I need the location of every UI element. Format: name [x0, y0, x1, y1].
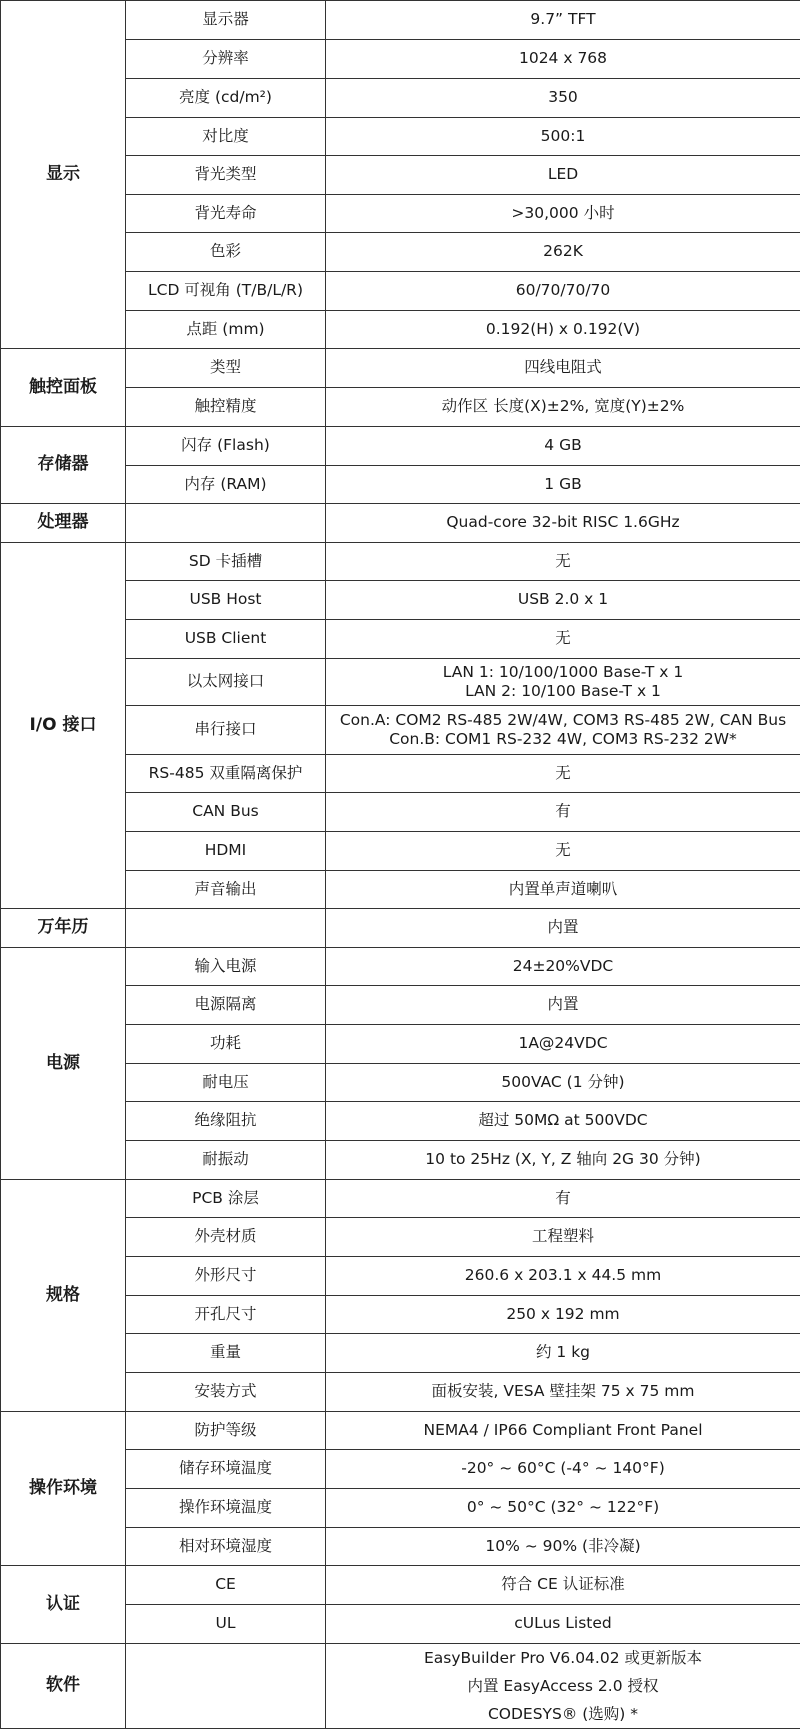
spec-value: 500:1: [330, 127, 796, 146]
spec-label-cell: [126, 349, 326, 388]
spec-value: 0.192(H) x 0.192(V): [330, 320, 796, 339]
spec-value-cell: [326, 349, 800, 388]
spec-label-cell: [126, 1450, 326, 1489]
spec-value: 内置: [330, 918, 796, 937]
spec-label-cell: [126, 40, 326, 79]
spec-label: 背光寿命: [194, 204, 256, 223]
spec-value: cULus Listed: [330, 1614, 796, 1633]
spec-label: 以太网接口: [187, 672, 265, 691]
category-cell: [1, 504, 126, 543]
spec-value: LAN 1: 10/100/1000 Base-T x 1: [330, 663, 796, 682]
spec-value-cell: [326, 156, 800, 195]
spec-label: 操作环境温度: [179, 1498, 272, 1517]
spec-value: Quad-core 32-bit RISC 1.6GHz: [330, 513, 796, 532]
spec-value: 0° ~ 50°C (32° ~ 122°F): [330, 1498, 796, 1517]
spec-value: 内置: [330, 995, 796, 1014]
spec-value: 动作区 长度(X)±2%, 宽度(Y)±2%: [330, 397, 796, 416]
spec-label-cell: [126, 1566, 326, 1605]
spec-value-cell: [326, 79, 800, 118]
spec-value-cell: [326, 1102, 800, 1141]
spec-value-cell: [326, 1489, 800, 1528]
spec-value: 350: [330, 88, 796, 107]
spec-value: USB 2.0 x 1: [330, 590, 796, 609]
spec-label-cell: [126, 871, 326, 909]
spec-row: [1, 1566, 800, 1605]
spec-label: SD 卡插槽: [189, 552, 262, 571]
spec-table-body: [1, 1, 800, 1729]
spec-value-cell: [326, 1141, 800, 1180]
spec-value-cell: [326, 755, 800, 793]
category-cell: [1, 427, 126, 504]
spec-label-cell: [126, 620, 326, 659]
category-label: 存储器: [38, 454, 89, 475]
spec-label-cell: [126, 1489, 326, 1528]
spec-label: 对比度: [202, 127, 249, 146]
spec-label: 色彩: [210, 242, 241, 261]
spec-value: 9.7” TFT: [330, 10, 796, 29]
spec-value-cell: [326, 1373, 800, 1412]
spec-row: [1, 504, 800, 543]
spec-label-cell: [126, 1180, 326, 1218]
category-label: 软件: [46, 1675, 80, 1696]
spec-label-cell: [126, 706, 326, 755]
spec-label: 储存环境温度: [179, 1459, 272, 1478]
spec-label-cell: [126, 1257, 326, 1296]
spec-label-cell: [126, 272, 326, 311]
category-label: 规格: [46, 1285, 80, 1306]
spec-value-cell: [326, 1605, 800, 1644]
spec-label: 绝缘阻抗: [194, 1111, 256, 1130]
category-label: I/O 接口: [30, 715, 97, 736]
spec-label: 内存 (RAM): [184, 475, 266, 494]
spec-value: 1024 x 768: [330, 49, 796, 68]
spec-row: [1, 1412, 800, 1450]
spec-label-cell: [126, 1025, 326, 1064]
spec-label: 外形尺寸: [194, 1266, 256, 1285]
spec-label: 串行接口: [194, 720, 256, 739]
spec-value: 超过 50MΩ at 500VDC: [330, 1111, 796, 1130]
spec-value-cell: [326, 233, 800, 272]
spec-label-cell: [126, 1644, 326, 1729]
spec-label-cell: [126, 543, 326, 581]
spec-label-cell: [126, 755, 326, 793]
spec-label-cell: [126, 427, 326, 466]
spec-label-cell: [126, 1064, 326, 1102]
spec-value-cell: [326, 1218, 800, 1257]
spec-label: RS-485 双重隔离保护: [149, 764, 303, 783]
spec-value: 无: [330, 552, 796, 571]
spec-value: 面板安装, VESA 壁挂架 75 x 75 mm: [330, 1382, 796, 1401]
spec-value-cell: [326, 272, 800, 311]
spec-value: 10 to 25Hz (X, Y, Z 轴向 2G 30 分钟): [330, 1150, 796, 1169]
spec-row: [1, 427, 800, 466]
spec-value-cell: [326, 871, 800, 909]
spec-label-cell: [126, 504, 326, 543]
category-cell: [1, 543, 126, 909]
spec-value-cell: [326, 504, 800, 543]
spec-label-cell: [126, 1373, 326, 1412]
spec-value-cell: [326, 986, 800, 1025]
spec-value-cell: [326, 1025, 800, 1064]
spec-value-cell: [326, 793, 800, 832]
spec-value-cell: [326, 1257, 800, 1296]
spec-value: 4 GB: [330, 436, 796, 455]
spec-value: LAN 2: 10/100 Base-T x 1: [330, 682, 796, 701]
spec-value-cell: [326, 1296, 800, 1334]
spec-value-cell: [326, 909, 800, 948]
spec-value: 无: [330, 764, 796, 783]
spec-value: 24±20%VDC: [330, 957, 796, 976]
spec-value: 60/70/70/70: [330, 281, 796, 300]
spec-value: Con.B: COM1 RS-232 4W, COM3 RS-232 2W*: [330, 730, 796, 749]
spec-value-cell: [326, 706, 800, 755]
spec-label: 背光类型: [194, 165, 256, 184]
spec-label-cell: [126, 659, 326, 706]
spec-label: 电源隔离: [194, 995, 256, 1014]
spec-label-cell: [126, 909, 326, 948]
spec-value: 四线电阻式: [330, 358, 796, 377]
spec-label-cell: [126, 1, 326, 40]
spec-label: 耐电压: [202, 1073, 249, 1092]
spec-value: 无: [330, 629, 796, 648]
spec-label-cell: [126, 1102, 326, 1141]
spec-label-cell: [126, 1412, 326, 1450]
spec-label: USB Client: [185, 629, 267, 648]
category-label: 操作环境: [29, 1478, 97, 1499]
spec-label: 功耗: [210, 1034, 241, 1053]
spec-value: 250 x 192 mm: [330, 1305, 796, 1324]
category-cell: [1, 909, 126, 948]
spec-value-cell: [326, 427, 800, 466]
spec-label: 耐振动: [202, 1150, 249, 1169]
spec-value: >30,000 小时: [330, 204, 796, 223]
spec-label: 重量: [210, 1343, 241, 1362]
spec-value-cell: [326, 1528, 800, 1566]
spec-value-cell: [326, 620, 800, 659]
spec-label: LCD 可视角 (T/B/L/R): [148, 281, 303, 300]
spec-value: CODESYS® (选购) *: [330, 1700, 796, 1728]
spec-value-cell: [326, 195, 800, 233]
category-cell: [1, 1644, 126, 1729]
spec-label: 分辨率: [202, 49, 249, 68]
spec-label: 防护等级: [194, 1421, 256, 1440]
spec-label-cell: [126, 233, 326, 272]
spec-value-cell: [326, 832, 800, 871]
spec-value: NEMA4 / IP66 Compliant Front Panel: [330, 1421, 796, 1440]
spec-label-cell: [126, 466, 326, 504]
spec-value: 符合 CE 认证标准: [330, 1575, 796, 1594]
spec-value: 无: [330, 841, 796, 860]
spec-value: -20° ~ 60°C (-4° ~ 140°F): [330, 1459, 796, 1478]
spec-label: 类型: [210, 358, 241, 377]
spec-value: 内置 EasyAccess 2.0 授权: [330, 1672, 796, 1700]
category-label: 认证: [46, 1594, 80, 1615]
spec-value-cell: [326, 1064, 800, 1102]
spec-label: 触控精度: [194, 397, 256, 416]
spec-value: 工程塑料: [330, 1227, 796, 1246]
spec-value-cell: [326, 581, 800, 620]
spec-label-cell: [126, 79, 326, 118]
spec-value-cell: [326, 1566, 800, 1605]
spec-row: [1, 543, 800, 581]
spec-label: 输入电源: [194, 957, 256, 976]
spec-label: 闪存 (Flash): [181, 436, 270, 455]
spec-label: HDMI: [205, 841, 247, 860]
spec-row: [1, 1180, 800, 1218]
spec-label-cell: [126, 581, 326, 620]
category-cell: [1, 1566, 126, 1644]
spec-value-cell: [326, 543, 800, 581]
spec-label-cell: [126, 1528, 326, 1566]
spec-label-cell: [126, 832, 326, 871]
spec-value-cell: [326, 1412, 800, 1450]
category-cell: [1, 1412, 126, 1566]
spec-value-cell: [326, 1644, 800, 1729]
spec-label: 点距 (mm): [186, 320, 264, 339]
spec-label: PCB 涂层: [192, 1189, 259, 1208]
spec-value-cell: [326, 1450, 800, 1489]
spec-label: 声音输出: [194, 880, 256, 899]
spec-label-cell: [126, 1605, 326, 1644]
spec-label-cell: [126, 1141, 326, 1180]
spec-value-cell: [326, 118, 800, 156]
spec-row: [1, 1644, 800, 1729]
category-label: 万年历: [38, 917, 89, 938]
spec-label-cell: [126, 1218, 326, 1257]
spec-value-cell: [326, 948, 800, 986]
spec-value: 500VAC (1 分钟): [330, 1073, 796, 1092]
spec-label: CE: [215, 1575, 236, 1594]
spec-value: 有: [330, 802, 796, 821]
spec-value: 262K: [330, 242, 796, 261]
spec-row: [1, 349, 800, 388]
spec-value-cell: [326, 1334, 800, 1373]
spec-label-cell: [126, 156, 326, 195]
spec-label-cell: [126, 986, 326, 1025]
category-label: 触控面板: [29, 377, 97, 398]
spec-label: 亮度 (cd/m²): [179, 88, 272, 107]
spec-value: 260.6 x 203.1 x 44.5 mm: [330, 1266, 796, 1285]
spec-label-cell: [126, 118, 326, 156]
spec-value: 10% ~ 90% (非冷凝): [330, 1537, 796, 1556]
category-label: 显示: [46, 164, 80, 185]
spec-label-cell: [126, 948, 326, 986]
spec-value: EasyBuilder Pro V6.04.02 或更新版本: [330, 1644, 796, 1672]
category-label: 处理器: [38, 512, 89, 533]
spec-row: [1, 1, 800, 40]
spec-label: 外壳材质: [194, 1227, 256, 1246]
spec-label: USB Host: [189, 590, 261, 609]
spec-value-cell: [326, 40, 800, 79]
spec-value-cell: [326, 311, 800, 349]
spec-label: 开孔尺寸: [194, 1305, 256, 1324]
spec-value-cell: [326, 388, 800, 427]
spec-value: 内置单声道喇叭: [330, 880, 796, 899]
spec-value-cell: [326, 1, 800, 40]
spec-label: 安装方式: [194, 1382, 256, 1401]
spec-value: 1A@24VDC: [330, 1034, 796, 1053]
spec-label-cell: [126, 311, 326, 349]
category-label: 电源: [46, 1053, 80, 1074]
spec-value-cell: [326, 659, 800, 706]
spec-label-cell: [126, 195, 326, 233]
spec-label: 相对环境湿度: [179, 1537, 272, 1556]
spec-value: Con.A: COM2 RS-485 2W/4W, COM3 RS-485 2W, CAN Bus: [330, 711, 796, 730]
category-cell: [1, 1, 126, 349]
spec-row: [1, 909, 800, 948]
spec-label: 显示器: [202, 10, 249, 29]
spec-row: [1, 948, 800, 986]
spec-value: LED: [330, 165, 796, 184]
category-cell: [1, 1180, 126, 1412]
spec-value: 1 GB: [330, 475, 796, 494]
spec-label: CAN Bus: [192, 802, 258, 821]
spec-label-cell: [126, 1296, 326, 1334]
spec-label-cell: [126, 793, 326, 832]
spec-label-cell: [126, 1334, 326, 1373]
spec-value: 约 1 kg: [330, 1343, 796, 1362]
category-cell: [1, 948, 126, 1180]
spec-label: UL: [216, 1614, 236, 1633]
spec-value-cell: [326, 466, 800, 504]
spec-value-cell: [326, 1180, 800, 1218]
category-cell: [1, 349, 126, 427]
spec-label-cell: [126, 388, 326, 427]
spec-value: 有: [330, 1189, 796, 1208]
